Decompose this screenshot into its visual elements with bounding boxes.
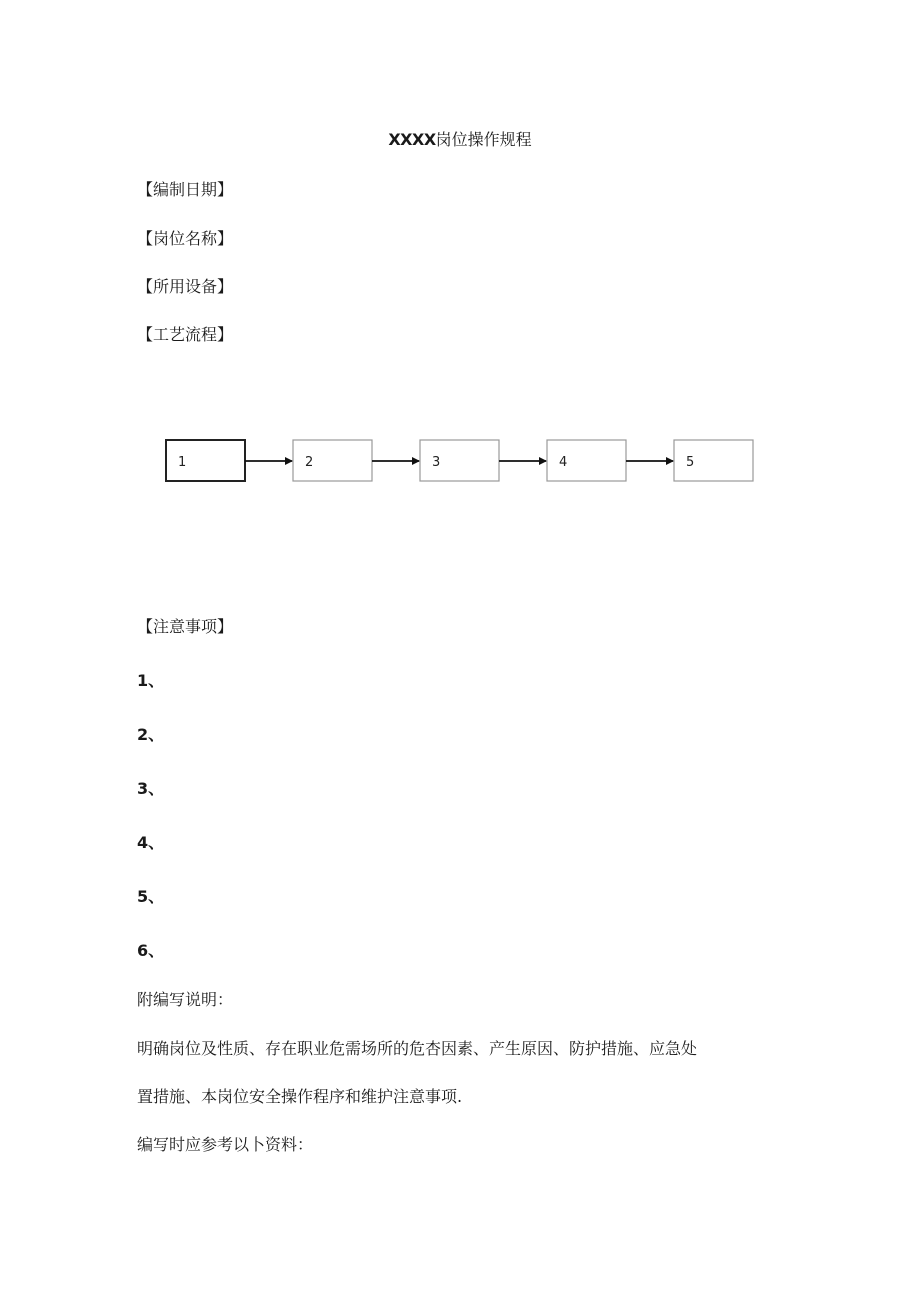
note-item-2: 2、 xyxy=(137,725,165,744)
flow-step-label-2: 2 xyxy=(305,455,314,470)
title-suffix: 岗位操作规程 xyxy=(435,130,532,149)
flow-step-label-1: 1 xyxy=(178,455,187,470)
note-item-4: 4、 xyxy=(137,833,165,852)
page-title xyxy=(0,128,920,152)
process-flow-diagram xyxy=(0,430,920,500)
field-process-label: 【工艺流程】 xyxy=(137,325,234,344)
note-item-1: 1、 xyxy=(137,671,165,690)
note-item-6: 6、 xyxy=(137,941,165,960)
field-equipment-label: 【所用设备】 xyxy=(137,277,234,296)
note-item-3: 3、 xyxy=(137,779,165,798)
field-date-label: 【编制日期】 xyxy=(137,180,234,199)
appendix-heading: 附编写说明： xyxy=(137,990,234,1009)
flow-step-label-5: 5 xyxy=(686,455,695,470)
field-post-name-label: 【岗位名称】 xyxy=(137,229,234,248)
reference-line: 编写时应参考以卜资料： xyxy=(137,1135,314,1154)
flow-step-label-4: 4 xyxy=(559,455,568,470)
appendix-line-1: 明确岗位及性质、存在职业危需场所的危杏因素、产生原因、防护措施、应急处 xyxy=(137,1039,698,1058)
title-prefix: XXXX xyxy=(388,130,436,149)
flow-step-label-3: 3 xyxy=(432,455,441,470)
field-notes-label: 【注意事项】 xyxy=(137,617,234,636)
note-item-5: 5、 xyxy=(137,887,165,906)
appendix-line-2: 置措施、本岗位安全操作程序和维护注意事项. xyxy=(137,1087,463,1106)
